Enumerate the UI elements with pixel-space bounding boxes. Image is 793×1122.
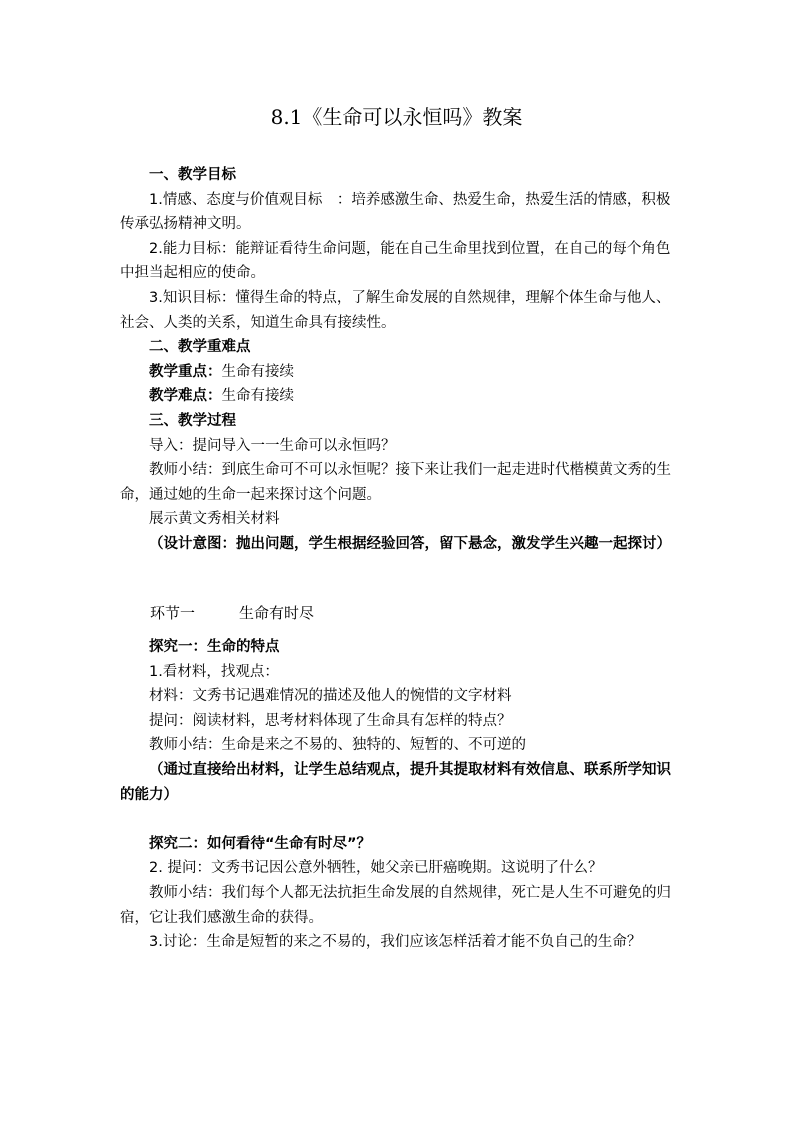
intro-question: 导入：提问导入一一生命可以永恒吗？ xyxy=(149,437,396,454)
explore-two-summary: 教师小结：我们每个人都无法抗拒生命发展的自然规律，死亡是人生不可避免的归宿，它让我们感激生命的获得。 xyxy=(120,885,671,926)
explore-one-summary: 教师小结：生命是来之不易的、独特的、短暂的、不可逆的 xyxy=(149,737,526,754)
difficult-point-label: 教学难点： xyxy=(149,388,222,405)
design-intent-2: （通过直接给出材料，让学生总结观点，提升其提取材料有效信息、联系所学知识的能力） xyxy=(120,762,671,803)
explore-two-heading: 探究二：如何看待“生命有时尽”？ xyxy=(149,835,372,852)
section-heading-goals: 一、教学目标 xyxy=(149,167,236,183)
explore-one-heading: 探究一：生命的特点 xyxy=(149,639,280,656)
explore-one-material: 材料：文秀书记遇难情况的描述及他人的惋惜的文字材料 xyxy=(149,688,512,705)
document-body xyxy=(120,163,672,955)
explore-two-discussion: 3.讨论：生命是短暂的来之不易的，我们应该怎样活着才能不负自己的生命？ xyxy=(149,934,642,951)
explore-one-question: 提问：阅读材料，思考材料体现了生命具有怎样的特点？ xyxy=(149,712,512,729)
show-material: 展示黄文秀相关材料 xyxy=(149,511,280,528)
key-point xyxy=(120,360,672,385)
page-title: 8.1《生命可以永恒吗》教案 xyxy=(270,105,523,129)
difficult-point-text: 生命有接续 xyxy=(221,388,294,405)
intro-summary: 教师小结：到底生命可不可以永恒呢？接下来让我们一起走进时代楷模黄文秀的生命，通过她的生命一起来探讨这个问题。 xyxy=(120,462,671,503)
link-one-title: 生命有时尽 xyxy=(239,604,315,623)
explore-two-question: 2. 提问：文秀书记因公意外牺牲，她父亲已肝癌晚期。这说明了什么？ xyxy=(149,860,603,877)
design-intent-1: （设计意图：抛出问题，学生根据经验回答，留下悬念，激发学生兴趣一起探讨） xyxy=(149,535,671,552)
key-point-label: 教学重点： xyxy=(149,363,222,380)
link-one-label: 环节一 xyxy=(150,604,196,623)
goal-knowledge: 3.知识目标：懂得生命的特点，了解生命发展的自然规律，理解个体生命与他人、社会、人类的关系，知道生命具有接续性。 xyxy=(120,289,671,331)
goal-ability: 2.能力目标：能辩证看待生命问题，能在自己生命里找到位置，在自己的每个角色中担当起相应的使命。 xyxy=(120,240,671,282)
section-heading-process: 三、教学过程 xyxy=(149,412,236,429)
key-point-text: 生命有接续 xyxy=(221,363,294,380)
goal-emotion: 1.情感、态度与价值观目标 ：培养感激生命、热爱生命，热爱生活的情感，积极传承弘扬精神文明。 xyxy=(120,191,671,233)
section-heading-key-points: 二、教学重难点 xyxy=(149,339,251,356)
link-one-heading xyxy=(120,599,672,627)
explore-one-step: 1.看材料，找观点： xyxy=(149,663,279,680)
difficult-point xyxy=(120,384,672,409)
